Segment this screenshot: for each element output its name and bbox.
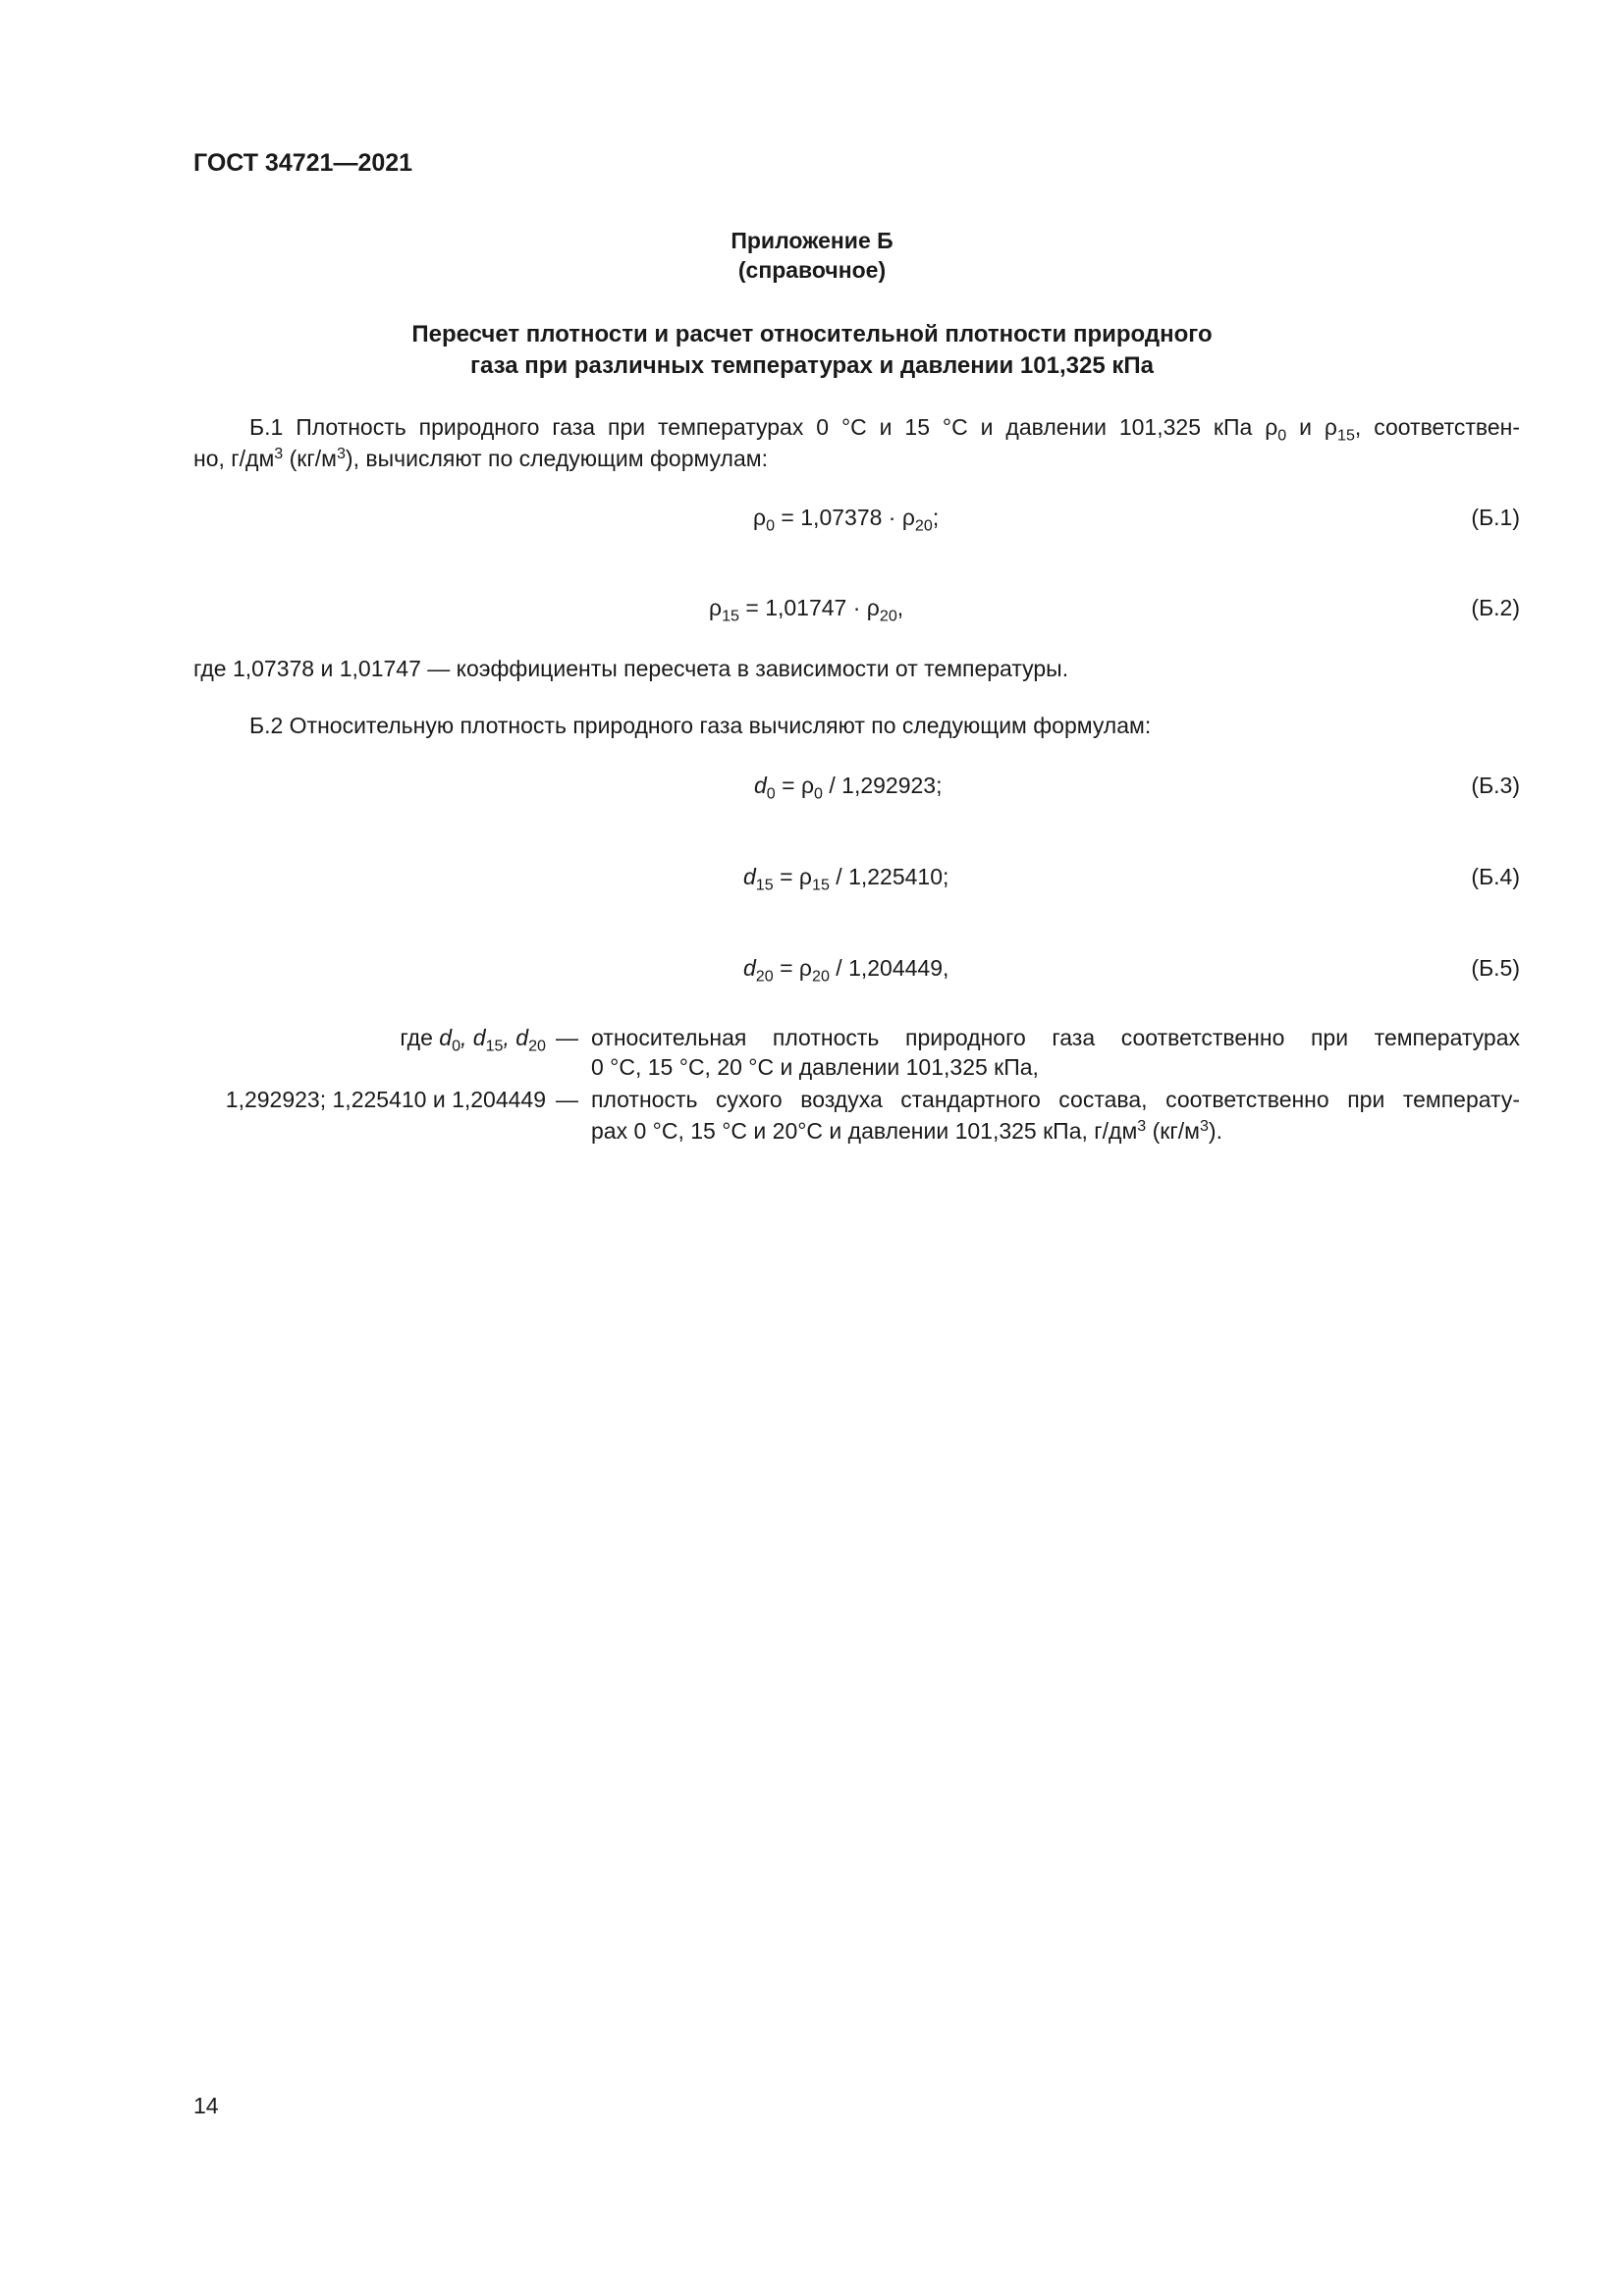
subscript: 15 [1337,426,1355,445]
subscript: 15 [812,876,830,894]
equation-number: (Б.4) [1471,864,1520,889]
subscript: 0 [1277,426,1287,445]
coefficients-note: где 1,07378 и 1,01747 — коэффициенты пересчета в зависимости от температуры. [193,656,1069,681]
symbol: d [754,773,767,798]
legend-term-d [400,1025,546,1055]
text: = ρ [773,955,812,981]
superscript: 3 [274,444,284,462]
paragraph-b1-line1 [249,414,1520,445]
text: (кг/м [1146,1118,1200,1144]
legend-definition-line2: 0 °С, 15 °С, 20 °С и давлении 101,325 кПа, [591,1054,1039,1080]
symbol: ρ [753,505,767,530]
legend-definition-line2 [591,1118,1222,1145]
text: ). [1208,1118,1222,1144]
symbol: , d [503,1025,529,1050]
text: , [896,595,904,620]
equation-number: (Б.2) [1471,595,1520,620]
symbol: d [743,864,756,889]
symbol: d [439,1025,453,1050]
legend-term-air-density: 1,292923; 1,225410 и 1,204449 [225,1087,546,1112]
text: ; [932,505,940,530]
legend-definition-line1: относительная плотность природного газа соответственно при температурах [591,1025,1520,1050]
text: / 1,292923; [823,773,943,798]
superscript: 3 [1199,1116,1209,1135]
text: / 1,225410; [829,864,949,889]
paragraph-b1-line2 [193,446,768,472]
equation-number: (Б.5) [1471,955,1520,981]
subscript: 0 [766,516,776,535]
legend-dash: — [556,1087,578,1112]
text: Б.1 Плотность природного газа при температурах 0 °С и 15 °С и давлении 101,325 кПа ρ [249,414,1278,440]
text: но, г/дм [193,446,275,471]
text: = 1,01747 · ρ [739,595,880,620]
text: / 1,204449, [829,955,949,981]
appendix-subtitle: (справочное) [737,257,887,283]
subscript: 15 [755,876,774,894]
formula-b1 [753,505,940,535]
legend-definition-line1: плотность сухого воздуха стандартного состава, соответственно при температу- [591,1087,1520,1112]
subscript: 20 [528,1037,546,1055]
superscript: 3 [336,444,346,462]
symbol: d [743,955,756,981]
subscript: 15 [485,1037,504,1055]
subscript: 20 [914,516,933,535]
text: (кг/м [283,446,337,471]
section-heading-line1: Пересчет плотности и расчет относительной плотности природного [411,321,1213,347]
subscript: 0 [766,784,776,803]
symbol: ρ [709,595,723,620]
text: = ρ [775,773,815,798]
symbol: , d [460,1025,486,1050]
text: и ρ [1286,414,1337,440]
subscript: 20 [812,967,830,986]
subscript: 0 [452,1037,461,1055]
text: , соответствен- [1354,414,1520,440]
superscript: 3 [1137,1116,1147,1135]
text: = ρ [773,864,812,889]
equation-number: (Б.3) [1471,773,1520,798]
subscript: 15 [722,607,739,625]
section-heading-line2: газа при различных температурах и давлении 101,325 кПа [470,352,1154,379]
legend-dash: — [556,1025,578,1050]
formula-b5 [743,955,949,986]
text: где [400,1025,440,1050]
subscript: 0 [814,784,823,803]
equation-number: (Б.1) [1471,505,1520,530]
formula-b3 [754,773,943,803]
appendix-title: Приложение Б [731,228,893,253]
formula-b4 [743,864,949,894]
document-header: ГОСТ 34721—2021 [193,149,413,177]
page-number: 14 [193,2093,219,2118]
text: = 1,07378 · ρ [775,505,915,530]
subscript: 20 [879,607,897,625]
paragraph-b2: Б.2 Относительную плотность природного газа вычисляют по следующим формулам: [249,713,1152,738]
text: рах 0 °С, 15 °С и 20°С и давлении 101,325 кПа, г/дм [591,1118,1138,1144]
text: ), вычисляют по следующим формулам: [345,446,768,471]
formula-b2 [709,595,904,625]
subscript: 20 [755,967,774,986]
